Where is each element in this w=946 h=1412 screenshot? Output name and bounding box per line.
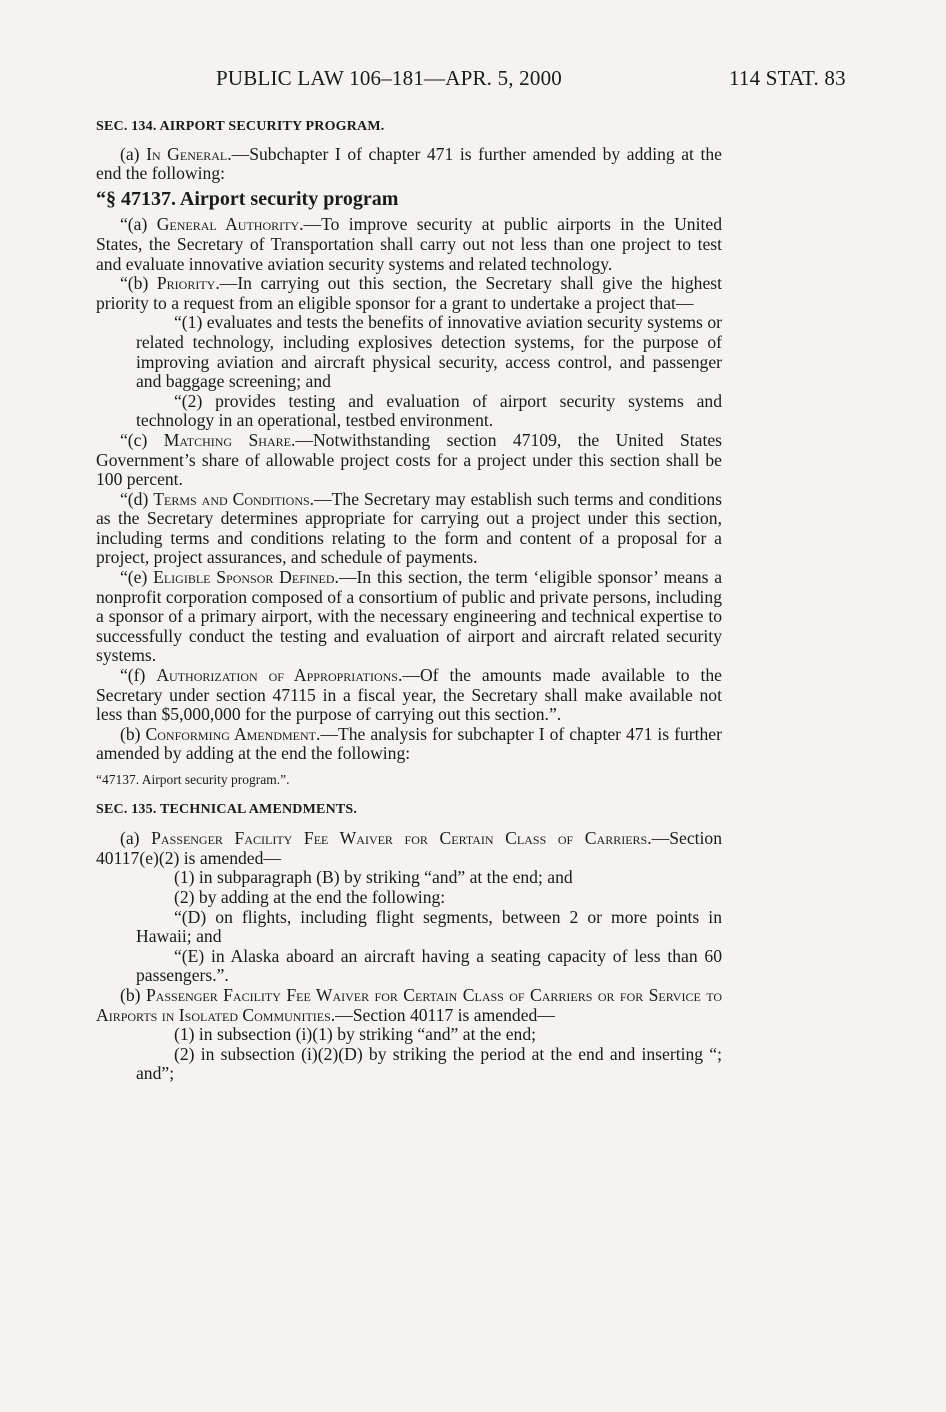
paragraph-135-b: (b) Passenger Facility Fee Waiver for Certain Class of Carriers or for Service to Airports in Isolated Communities.—Section 40117 is amended—	[96, 984, 722, 1025]
paragraph-135-a-D: “(D) on flights, including flight segments, between 2 or more points in Hawaii; and	[136, 906, 722, 947]
paragraph-47137-f: “(f) Authorization of Appropriations.—Of the amounts made available to the Secretary under section 47115 in a fiscal year, the Secretary shall make available not less than $5,000,000 for the purpose of carrying out this section.”.	[96, 665, 722, 725]
paragraph-47137-c: “(c) Matching Share.—Notwithstanding section 47109, the United States Government’s share of allowable project costs for a project under this section shall be 100 percent.	[96, 429, 722, 490]
paragraph-47137-b: “(b) Priority.—In carrying out this section, the Secretary shall give the highest priority to a request from an eligible sponsor for a grant to undertake a project that—	[96, 273, 722, 313]
paragraph-135-a-1: (1) in subparagraph (B) by striking “and” at the end; and	[174, 867, 573, 888]
paragraph-135-a: (a) Passenger Facility Fee Waiver for Certain Class of Carriers.—Section 40117(e)(2) is amended—	[96, 828, 722, 868]
document-body	[96, 117, 722, 1084]
analysis-amendment-line: “47137. Airport security program.”.	[96, 772, 290, 787]
section-134-heading: SEC. 134. AIRPORT SECURITY PROGRAM.	[96, 119, 385, 134]
paragraph-47137-e: “(e) Eligible Sponsor Defined.—In this section, the term ‘eligible sponsor’ means a nonprofit corporation composed of a consortium of public and private persons, including a sponsor of a primary airport, with the necessary engineering and technical expertise to successfully conduct the testing and evaluation of airport and aircraft related security systems.	[96, 567, 723, 666]
section-135-heading: SEC. 135. TECHNICAL AMENDMENTS.	[96, 801, 358, 817]
page-header-title: PUBLIC LAW 106–181—APR. 5, 2000	[216, 66, 562, 90]
paragraph-134-b: (b) Conforming Amendment.—The analysis for subchapter I of chapter 471 is further amended by adding at the end the following:	[96, 723, 722, 764]
paragraph-47137-d: “(d) Terms and Conditions.—The Secretary may establish such terms and conditions as the Secretary determines appropriate for carrying out a project under this section, including terms and conditions relating to the form and content of a proposal for a project, project assurances, and schedule of payments.	[96, 488, 722, 568]
section-47137-title: “§ 47137. Airport security program	[96, 187, 399, 210]
paragraph-47137-b-1: “(1) evaluates and tests the benefits of innovative aviation security systems or related technology, including explosives detection systems, for the purpose of improving aviation and aircraft physical security, access control, and passenger and baggage screening; and	[136, 312, 722, 392]
page-number: 114 STAT. 83	[729, 66, 846, 90]
paragraph-135-a-2: (2) by adding at the end the following:	[174, 886, 446, 907]
paragraph-135-b-1: (1) in subsection (i)(1) by striking “and” at the end;	[174, 1024, 537, 1045]
paragraph-135-a-E: “(E) in Alaska aboard an aircraft having a seating capacity of less than 60 passengers.”.	[136, 945, 722, 986]
paragraph-47137-b-2: “(2) provides testing and evaluation of airport security systems and technology in an operational, testbed environment.	[136, 390, 722, 431]
paragraph-135-b-2: (2) in subsection (i)(2)(D) by striking the period at the end and inserting “; and”;	[136, 1043, 722, 1084]
paragraph-47137-a: “(a) General Authority.—To improve security at public airports in the United States, the Secretary of Transportation shall carry out not less than one project to test and evaluate innovative aviation security systems and related technology.	[96, 214, 722, 274]
running-head	[0, 66, 946, 96]
paragraph-134-a: (a) In General.—Subchapter I of chapter 471 is further amended by adding at the end the following:	[96, 143, 722, 184]
